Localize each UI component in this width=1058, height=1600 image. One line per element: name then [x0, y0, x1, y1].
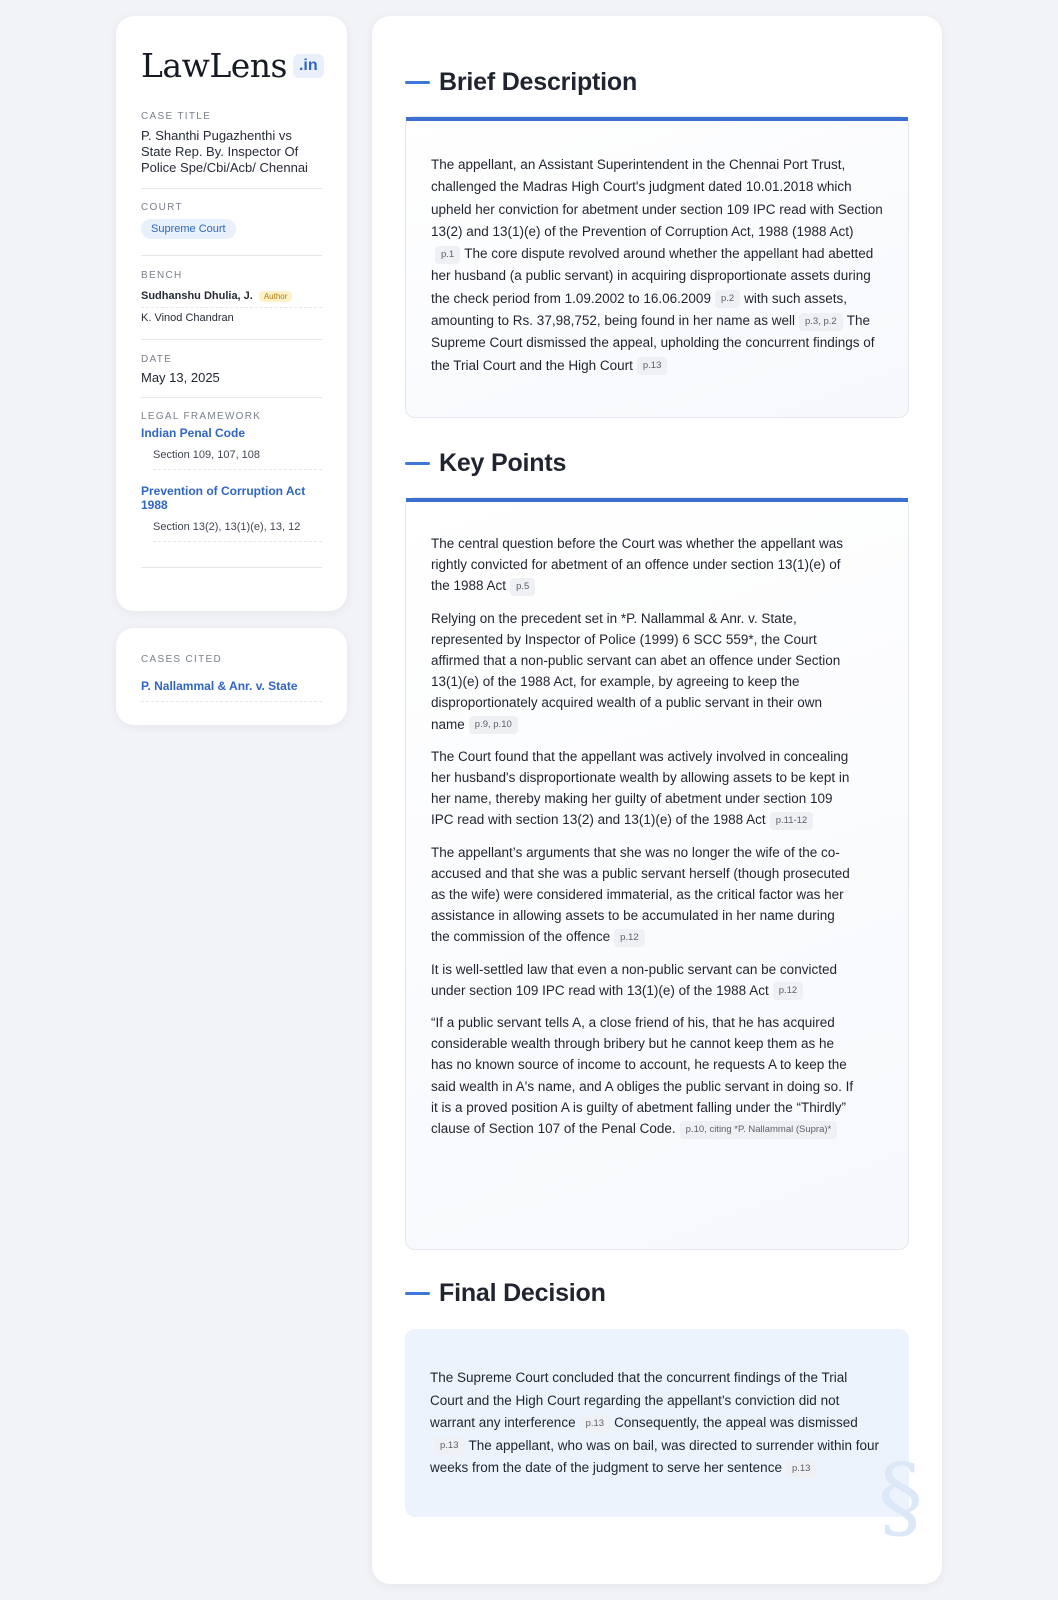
page-citation[interactable]: p.5 — [510, 578, 535, 596]
law-name-pca[interactable]: Prevention of Corruption Act 1988 — [141, 484, 306, 512]
logo-text: LawLens — [141, 46, 287, 85]
logo[interactable] — [141, 46, 322, 85]
page-citation[interactable]: p.3, p.2 — [799, 313, 843, 331]
key-points-list — [406, 502, 908, 1139]
key-point-item — [431, 959, 856, 1001]
brief-description-heading — [405, 68, 637, 97]
page-citation[interactable]: p.13 — [637, 357, 668, 375]
key-points-heading — [405, 449, 566, 478]
final-text: Consequently, the appeal was dismissed — [614, 1415, 858, 1431]
final-text: The Supreme Court concluded that the concurrent findings of the Trial Court and the High Court regarding the appellant's conviction did not warrant any interference — [430, 1370, 848, 1431]
case-title-section — [141, 111, 322, 189]
page-citation[interactable]: p.13 — [580, 1415, 611, 1433]
brief-description-text — [406, 121, 908, 377]
bench-label: BENCH — [141, 270, 183, 281]
section-title: Key Points — [439, 449, 567, 477]
judgment-date: May 13, 2025 — [141, 370, 220, 385]
law-sections-pca: Section 13(2), 13(1)(e), 13, 12 — [153, 512, 322, 542]
date-section — [141, 340, 322, 398]
author-badge: Author — [259, 291, 293, 302]
case-title-label: CASE TITLE — [141, 111, 212, 122]
brief-text: The core dispute revolved around whether the appellant had abetted her husband (a public servant) in acquiring disproportionate assets during the check period from 1.09.2002 to 16.06.2009 — [431, 246, 874, 306]
legal-framework-section — [141, 398, 322, 568]
judge-name: K. Vinod Chandran — [141, 312, 234, 324]
section-sign-icon: § — [878, 1445, 923, 1550]
page-citation[interactable]: p.11-12 — [770, 812, 814, 830]
brief-text: with such assets, amounting to Rs. 37,98,752, being found in her name as well — [431, 290, 847, 329]
heading-accent-dash — [405, 81, 430, 84]
court-section — [141, 189, 322, 256]
bench-section — [141, 256, 322, 340]
key-point-text: The appellant’s arguments that she was no longer the wife of the co-accused and that she was a public servant herself (though prosecuted as the wife) were considered immaterial, as the critical factor was her assistance in allowing assets to be accumulated in her name during the commission of the offence — [431, 844, 850, 945]
page-citation[interactable]: p.1 — [435, 246, 460, 264]
law-sections-ipc: Section 109, 107, 108 — [153, 440, 322, 470]
cited-case-link[interactable]: P. Nallammal & Anr. v. State — [141, 679, 322, 702]
key-point-text: Relying on the precedent set in *P. Nallammal & Anr. v. State, represented by Inspector of Police (1999) 6 SCC 559*, the Court affirmed that a non-public servant can abet an offence under Section 13(1)(e) of the 1988 Act, for example, by agreeing to keep the disproportionately acquired wealth of a public servant in their own name — [431, 610, 841, 732]
date-label: DATE — [141, 354, 173, 365]
page-citation[interactable]: p.13 — [434, 1437, 465, 1455]
heading-accent-dash — [405, 462, 430, 465]
legal-framework-label: LEGAL FRAMEWORK — [141, 411, 262, 422]
key-point-item — [431, 608, 856, 735]
law-name-ipc[interactable]: Indian Penal Code — [141, 426, 246, 440]
key-point-text: It is well-settled law that even a non-public servant can be convicted under section 109 IPC read with 13(1)(e) of the 1988 Act — [431, 961, 837, 998]
key-point-text: “If a public servant tells A, a close friend of his, that he has acquired considerable wealth through bribery but he cannot keep them as he has no known source of income to account, he requests A to keep the said wealth in A's name, and A obliges the public servant in doing so. If it is a proved position A is guilty of abetment falling under the “Thirdly” clause of Section 107 of the Penal Code. — [431, 1015, 854, 1137]
key-point-item — [431, 1012, 856, 1139]
key-point-item — [431, 533, 856, 597]
page-citation[interactable]: p.2 — [715, 290, 740, 308]
case-info-card — [116, 16, 347, 611]
key-point-item — [431, 842, 856, 948]
brief-text: The Supreme Court dismissed the appeal, upholding the concurrent findings of the Trial Court and the High Court — [431, 313, 875, 373]
key-point-item — [431, 746, 856, 831]
cases-cited-label: CASES CITED — [141, 654, 222, 665]
page-citation[interactable]: p.9, p.10 — [469, 716, 518, 734]
bench-judge — [141, 308, 322, 329]
cases-cited-card — [116, 628, 347, 725]
final-decision-panel — [405, 1329, 923, 1550]
heading-accent-dash — [405, 1292, 430, 1295]
key-point-text: The central question before the Court was whether the appellant was rightly convicted for abetment of an offence under section 13(1)(e) of the 1988 Act — [431, 536, 843, 594]
summary-card — [372, 16, 942, 1584]
key-point-text: The Court found that the appellant was actively involved in concealing her husband's disproportionate wealth by allowing assets to be kept in her name, thereby making her guilty of abetment under section 109 IPC read with section 13(2) and 13(1)(e) of the 1988 Act — [431, 748, 850, 828]
brief-description-panel — [405, 116, 909, 418]
judge-name: Sudhanshu Dhulia, J. — [141, 290, 253, 302]
court-label: COURT — [141, 202, 183, 213]
key-points-panel — [405, 497, 909, 1250]
bench-judge-author — [141, 286, 322, 308]
final-decision-text — [405, 1329, 909, 1480]
page-citation[interactable]: p.12 — [614, 929, 645, 947]
case-title: P. Shanthi Pugazhenthi vs State Rep. By. Inspector Of Police Spe/Cbi/Acb/ Chennai — [141, 128, 308, 175]
page-citation[interactable]: p.10, citing *P. Nallammal (Supra)* — [680, 1121, 838, 1139]
page-citation[interactable]: p.12 — [773, 982, 804, 1000]
court-badge: Supreme Court — [141, 219, 236, 239]
final-decision-heading — [405, 1279, 606, 1308]
final-text: The appellant, who was on bail, was directed to surrender within four weeks from the date of the judgment to serve her sentence — [430, 1437, 879, 1476]
logo-domain-badge: .in — [293, 54, 324, 78]
section-title: Brief Description — [439, 68, 638, 96]
section-title: Final Decision — [439, 1279, 606, 1307]
page-citation[interactable]: p.13 — [786, 1460, 817, 1478]
brief-text: The appellant, an Assistant Superintendent in the Chennai Port Trust, challenged the Madras High Court's judgment dated 10.01.2018 which upheld her conviction for abetment under section 109 IPC read with Section 13(2) and 13(1)(e) of the Prevention of Corruption Act, 1988 (1988 Act) — [431, 157, 883, 239]
